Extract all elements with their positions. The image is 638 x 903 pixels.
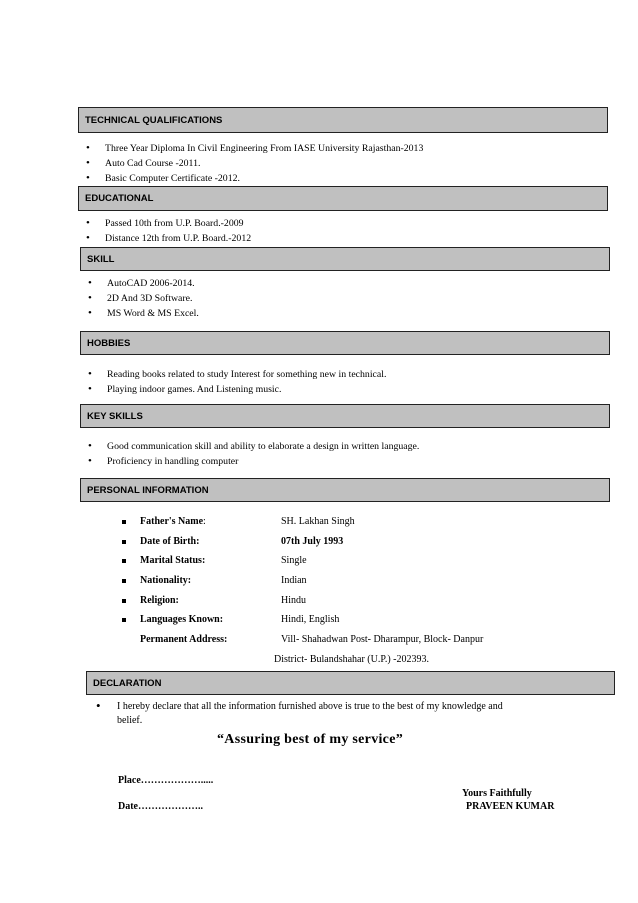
declaration-bullet-icon: •	[96, 698, 101, 713]
personal-label: Languages Known:	[140, 614, 224, 625]
personal-label: Nationality:	[140, 575, 192, 586]
personal-row-marital-status	[0, 555, 638, 569]
tagline: “Assuring best of my service”	[217, 732, 404, 747]
personal-value: Hindi, English	[281, 614, 340, 625]
personal-label	[140, 516, 206, 527]
personal-label: Date of Birth:	[140, 536, 200, 547]
section-header-skill: SKILL	[80, 247, 610, 271]
list-item: • Auto Cad Course -2011.	[82, 156, 423, 171]
signature-name: PRAVEEN KUMAR	[466, 801, 555, 812]
square-bullet-icon	[122, 599, 126, 603]
square-bullet-icon	[122, 579, 126, 583]
declaration-line-2: belief.	[117, 715, 143, 726]
educational-list	[82, 216, 251, 246]
personal-label: Religion:	[140, 595, 179, 606]
declaration-line-1: I hereby declare that all the information furnished above is true to the best of my knowledge and	[117, 701, 503, 712]
list-item: • 2D And 3D Software.	[84, 291, 199, 306]
square-bullet-icon	[122, 540, 126, 544]
personal-value: SH. Lakhan Singh	[281, 516, 355, 527]
date-line: Date………………..	[118, 801, 203, 812]
personal-value: 07th July 1993	[281, 536, 344, 547]
section-header-key-skills: KEY SKILLS	[80, 404, 610, 428]
personal-value: Vill- Shahadwan Post- Dharampur, Block- Danpur	[281, 634, 484, 645]
list-item: • Good communication skill and ability to elaborate a design in written language.	[84, 439, 419, 454]
list-item: • Three Year Diploma In Civil Engineering From IASE University Rajasthan-2013	[82, 141, 423, 156]
section-header-technical-qualifications: TECHNICAL QUALIFICATIONS	[78, 107, 608, 133]
label-separator: :	[203, 516, 206, 527]
personal-label: Marital Status:	[140, 555, 206, 566]
label-text: Father's Name	[140, 516, 204, 527]
list-item: • Passed 10th from U.P. Board.-2009	[82, 216, 251, 231]
section-header-declaration: DECLARATION	[86, 671, 615, 695]
section-header-educational: EDUCATIONAL	[78, 186, 608, 211]
address-line-2: District- Bulandshahar (U.P.) -202393.	[274, 654, 429, 665]
technical-qualifications-list	[82, 141, 423, 186]
personal-row-date-of-birth	[0, 536, 638, 550]
skill-list	[84, 276, 199, 321]
place-line: Place……………….....	[118, 775, 214, 786]
personal-row-religion	[0, 595, 638, 609]
list-item: • Distance 12th from U.P. Board.-2012	[82, 231, 251, 246]
square-bullet-icon	[122, 618, 126, 622]
personal-row-nationality	[0, 575, 638, 589]
section-header-hobbies: HOBBIES	[80, 331, 610, 355]
square-bullet-icon	[122, 520, 126, 524]
personal-row-fathers-name	[0, 516, 638, 530]
personal-row-languages-known	[0, 614, 638, 628]
key-skills-list	[84, 439, 419, 469]
personal-value: Single	[281, 555, 307, 566]
square-bullet-icon	[122, 559, 126, 563]
list-item: • AutoCAD 2006-2014.	[84, 276, 199, 291]
hobbies-list	[84, 367, 386, 397]
list-item: • Basic Computer Certificate -2012.	[82, 171, 423, 186]
section-header-personal-information: PERSONAL INFORMATION	[80, 478, 610, 502]
list-item: • Playing indoor games. And Listening music.	[84, 382, 386, 397]
list-item: • MS Word & MS Excel.	[84, 306, 199, 321]
list-item: • Reading books related to study Interest for something new in technical.	[84, 367, 386, 382]
personal-value: Hindu	[281, 595, 306, 606]
list-item: • Proficiency in handling computer	[84, 454, 419, 469]
personal-row-permanent-address	[0, 634, 638, 648]
personal-value: Indian	[281, 575, 307, 586]
closing-text: Yours Faithfully	[462, 788, 532, 799]
personal-label: Permanent Address:	[140, 634, 228, 645]
